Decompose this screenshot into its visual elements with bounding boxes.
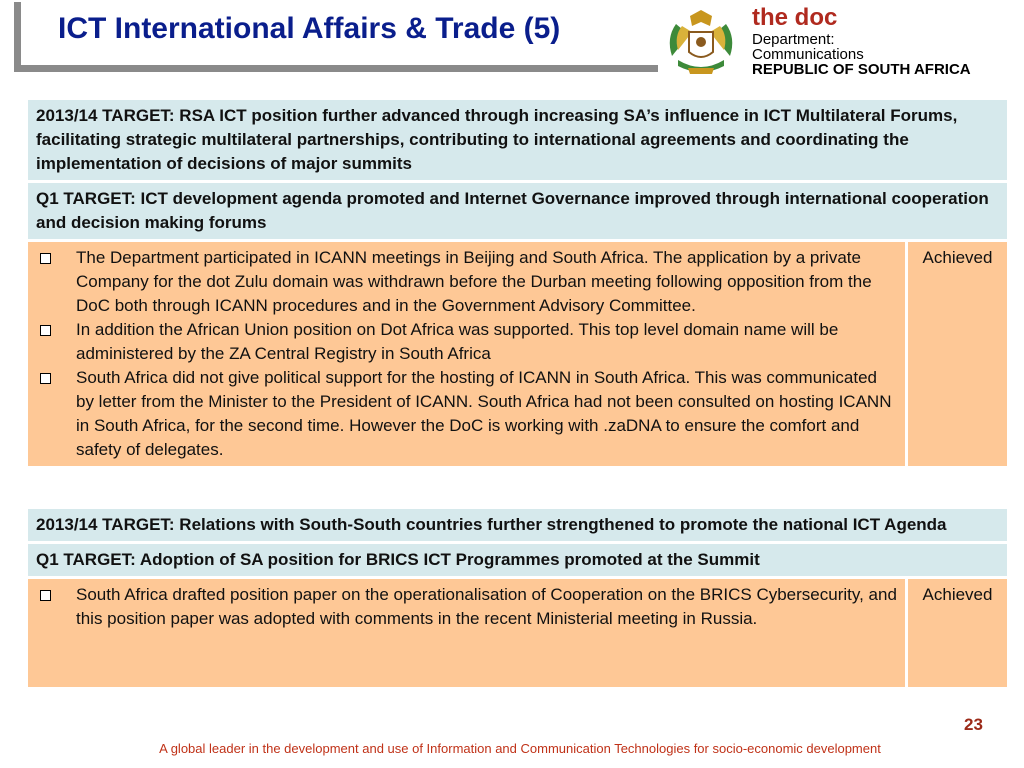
progress-row [27, 241, 1009, 468]
coat-of-arms-logo [660, 4, 742, 80]
list-item [36, 366, 897, 462]
page-number: 23 [964, 715, 983, 734]
checkbox-bullet-icon [40, 373, 51, 384]
progress-list [36, 583, 897, 631]
q1-target-cell: Q1 TARGET: ICT development agenda promoted and Internet Governance improved through international cooperation and decision making forums [27, 182, 1009, 241]
progress-list [36, 246, 897, 462]
list-item [36, 583, 897, 631]
status-cell: Achieved [907, 241, 1009, 468]
q1-target-row [27, 182, 1009, 241]
logo-country: REPUBLIC OF SOUTH AFRICA [752, 61, 971, 78]
annual-target-row [27, 508, 1009, 543]
annual-target-cell: 2013/14 TARGET: Relations with South-South countries further strengthened to promote the national ICT Agenda [27, 508, 1009, 543]
list-item [36, 246, 897, 318]
bullet-text: In addition the African Union position on Dot Africa was supported. This top level domain name will be administered by the ZA Central Registry in South Africa [76, 320, 839, 363]
logo-communications: Communications [752, 46, 864, 63]
target-table-1 [25, 97, 1010, 469]
progress-cell [27, 241, 907, 468]
annual-target-row [27, 99, 1009, 182]
logo-department: Department: [752, 31, 835, 48]
q1-target-row [27, 543, 1009, 578]
department-logo [752, 4, 1020, 80]
bullet-text: South Africa drafted position paper on the operationalisation of Cooperation on the BRICS Cybersecurity, and this position paper was adopted with comments in the recent Ministerial meeting in Russia. [76, 585, 897, 628]
bullet-text: The Department participated in ICANN meetings in Beijing and South Africa. The application by a private Company for the dot Zulu domain was withdrawn before the Durban meeting following opposition from the DoC both through ICANN procedures and in the Government Advisory Committee. [76, 248, 872, 315]
footer-tagline: A global leader in the development and use of Information and Communication Technologies for socio-economic development [159, 741, 881, 756]
progress-row [27, 578, 1009, 689]
page-title: ICT International Affairs & Trade (5) [58, 12, 561, 45]
status-cell: Achieved [907, 578, 1009, 689]
bullet-text: South Africa did not give political support for the hosting of ICANN in South Africa. This was communicated by letter from the Minister to the President of ICANN. South Africa had not been consulted on hosting ICANN in South Africa, for the second time. However the DoC is working with .zaDNA to ensure the comfort and safety of delegates. [76, 368, 892, 459]
annual-target-cell: 2013/14 TARGET: RSA ICT position further advanced through increasing SA’s influence in ICT Multilateral Forums, facilitating strategic multilateral partnerships, contributing to international agreements and coordinating the implementation of decisions of major summits [27, 99, 1009, 182]
checkbox-bullet-icon [40, 325, 51, 336]
checkbox-bullet-icon [40, 590, 51, 601]
checkbox-bullet-icon [40, 253, 51, 264]
progress-cell [27, 578, 907, 689]
logo-brand: the doc [752, 4, 838, 31]
list-item [36, 318, 897, 366]
target-table-2 [25, 506, 1010, 690]
q1-target-cell: Q1 TARGET: Adoption of SA position for BRICS ICT Programmes promoted at the Summit [27, 543, 1009, 578]
